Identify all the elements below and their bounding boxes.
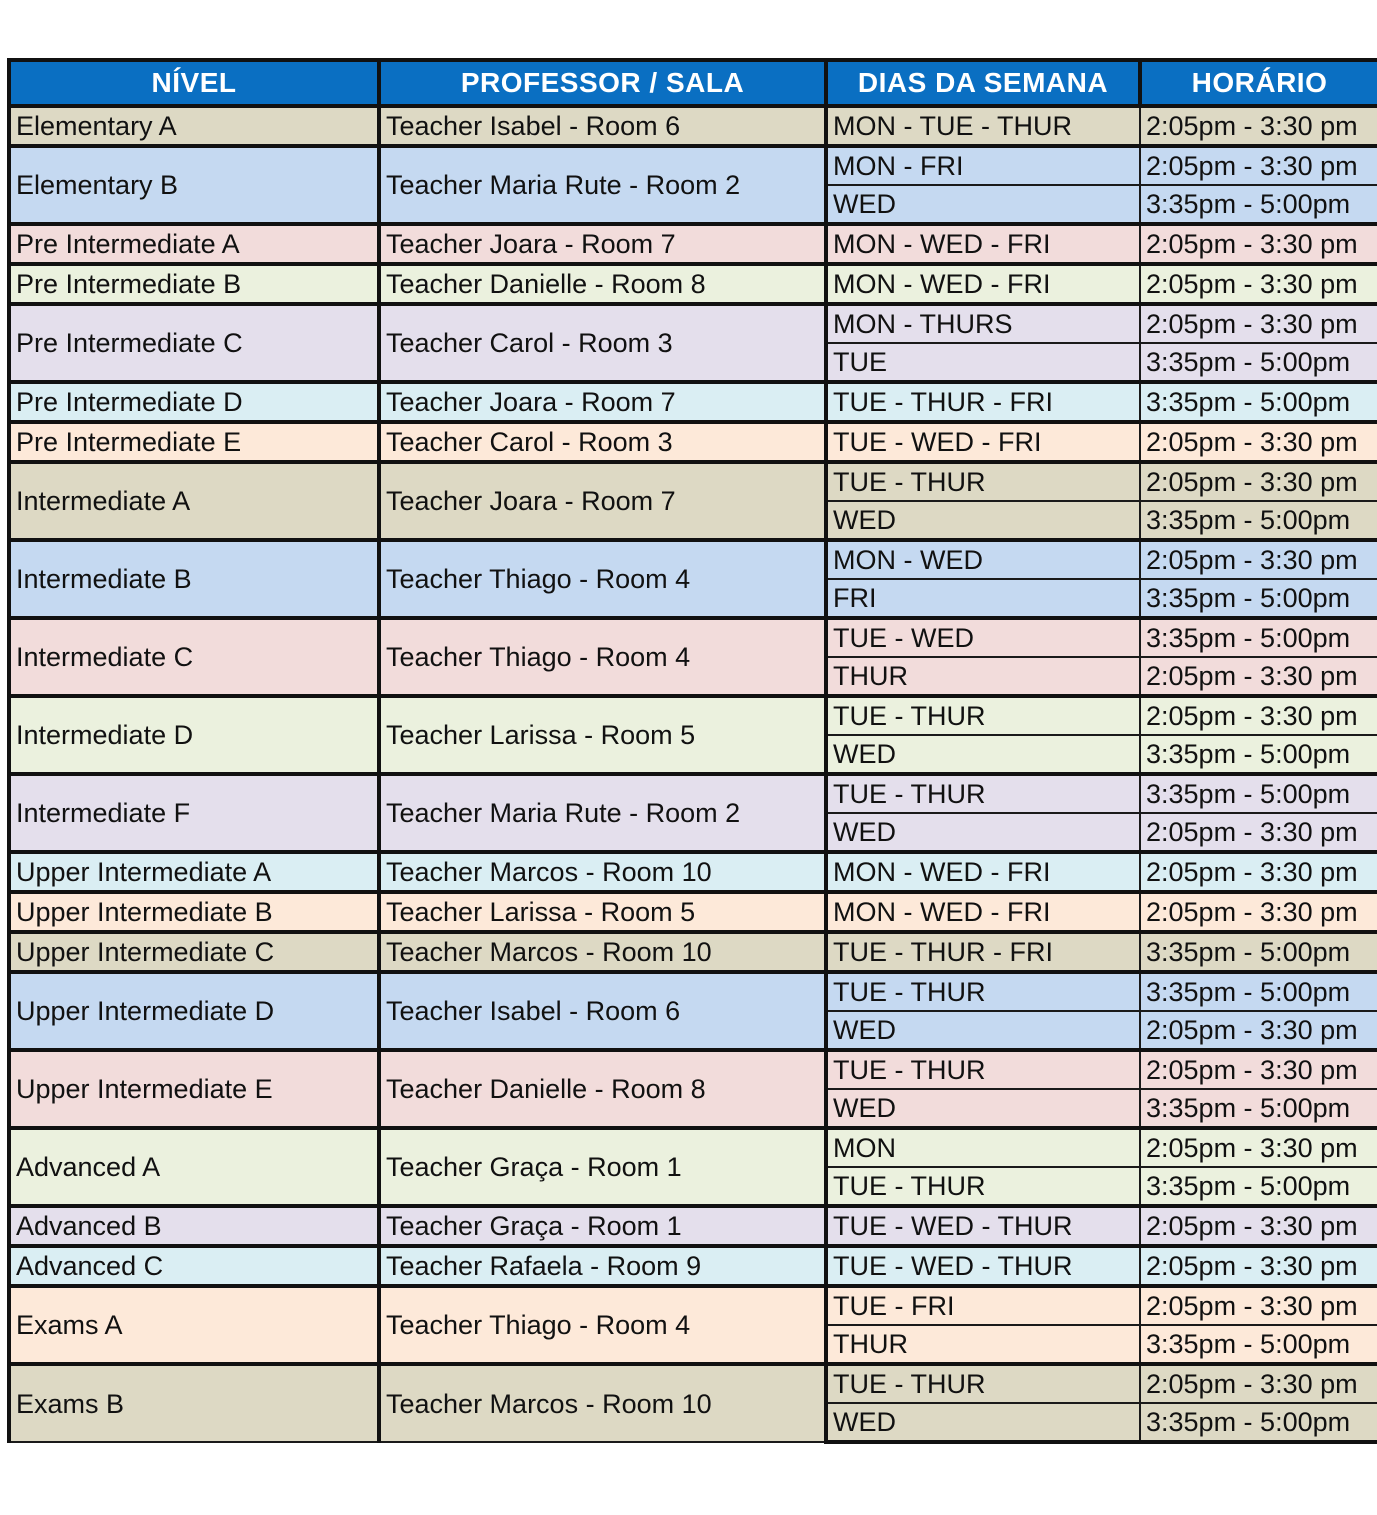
teacher-room-cell: Teacher Marcos - Room 10 xyxy=(379,932,826,972)
time-cell: 3:35pm - 5:00pm xyxy=(1140,185,1377,224)
days-cell: TUE - FRI xyxy=(826,1286,1140,1325)
table-row xyxy=(9,304,1377,343)
level-cell: Intermediate C xyxy=(9,618,379,696)
time-cell: 2:05pm - 3:30 pm xyxy=(1140,1011,1377,1050)
teacher-room-cell: Teacher Carol - Room 3 xyxy=(379,304,826,382)
days-cell: TUE - WED - THUR xyxy=(826,1206,1140,1246)
time-cell: 2:05pm - 3:30 pm xyxy=(1140,1364,1377,1403)
level-cell: Intermediate A xyxy=(9,462,379,540)
teacher-room-cell: Teacher Thiago - Room 4 xyxy=(379,1286,826,1364)
days-cell: WED xyxy=(826,735,1140,774)
header-professor-sala: PROFESSOR / SALA xyxy=(379,60,826,106)
table-row xyxy=(9,422,1377,462)
time-cell: 3:35pm - 5:00pm xyxy=(1140,501,1377,540)
days-cell: MON - FRI xyxy=(826,146,1140,185)
teacher-room-cell: Teacher Thiago - Room 4 xyxy=(379,540,826,618)
level-cell: Intermediate B xyxy=(9,540,379,618)
time-cell: 3:35pm - 5:00pm xyxy=(1140,932,1377,972)
teacher-room-cell: Teacher Thiago - Room 4 xyxy=(379,618,826,696)
days-cell: TUE - THUR xyxy=(826,774,1140,813)
level-cell: Intermediate F xyxy=(9,774,379,852)
time-cell: 3:35pm - 5:00pm xyxy=(1140,1403,1377,1442)
time-cell: 3:35pm - 5:00pm xyxy=(1140,972,1377,1011)
teacher-room-cell: Teacher Joara - Room 7 xyxy=(379,224,826,264)
teacher-room-cell: Teacher Graça - Room 1 xyxy=(379,1128,826,1206)
level-cell: Pre Intermediate C xyxy=(9,304,379,382)
level-cell: Advanced B xyxy=(9,1206,379,1246)
teacher-room-cell: Teacher Marcos - Room 10 xyxy=(379,852,826,892)
table-row xyxy=(9,972,1377,1011)
table-row xyxy=(9,1286,1377,1325)
time-cell: 3:35pm - 5:00pm xyxy=(1140,1167,1377,1206)
time-cell: 3:35pm - 5:00pm xyxy=(1140,618,1377,657)
days-cell: MON - WED - FRI xyxy=(826,892,1140,932)
time-cell: 3:35pm - 5:00pm xyxy=(1140,382,1377,422)
days-cell: MON - WED - FRI xyxy=(826,852,1140,892)
time-cell: 2:05pm - 3:30 pm xyxy=(1140,106,1377,146)
header-dias-da-semana: DIAS DA SEMANA xyxy=(826,60,1140,106)
table-row xyxy=(9,774,1377,813)
time-cell: 3:35pm - 5:00pm xyxy=(1140,1325,1377,1364)
time-cell: 3:35pm - 5:00pm xyxy=(1140,343,1377,382)
days-cell: TUE - THUR - FRI xyxy=(826,382,1140,422)
days-cell: WED xyxy=(826,185,1140,224)
teacher-room-cell: Teacher Isabel - Room 6 xyxy=(379,106,826,146)
level-cell: Advanced C xyxy=(9,1246,379,1286)
teacher-room-cell: Teacher Rafaela - Room 9 xyxy=(379,1246,826,1286)
time-cell: 2:05pm - 3:30 pm xyxy=(1140,146,1377,185)
time-cell: 2:05pm - 3:30 pm xyxy=(1140,1128,1377,1167)
time-cell: 2:05pm - 3:30 pm xyxy=(1140,1286,1377,1325)
table-row xyxy=(9,1128,1377,1167)
teacher-room-cell: Teacher Joara - Room 7 xyxy=(379,462,826,540)
days-cell: TUE - THUR xyxy=(826,1364,1140,1403)
level-cell: Pre Intermediate E xyxy=(9,422,379,462)
days-cell: TUE - WED xyxy=(826,618,1140,657)
days-cell: WED xyxy=(826,1403,1140,1442)
table-row xyxy=(9,462,1377,501)
level-cell: Pre Intermediate D xyxy=(9,382,379,422)
table-row xyxy=(9,1364,1377,1403)
table-row xyxy=(9,224,1377,264)
schedule-body xyxy=(9,106,1377,1442)
level-cell: Exams B xyxy=(9,1364,379,1442)
days-cell: MON xyxy=(826,1128,1140,1167)
time-cell: 2:05pm - 3:30 pm xyxy=(1140,813,1377,852)
table-row xyxy=(9,618,1377,657)
teacher-room-cell: Teacher Danielle - Room 8 xyxy=(379,264,826,304)
table-row xyxy=(9,1206,1377,1246)
level-cell: Exams A xyxy=(9,1286,379,1364)
days-cell: TUE - THUR xyxy=(826,1050,1140,1089)
teacher-room-cell: Teacher Joara - Room 7 xyxy=(379,382,826,422)
time-cell: 3:35pm - 5:00pm xyxy=(1140,1089,1377,1128)
table-row xyxy=(9,892,1377,932)
days-cell: MON - TUE - THUR xyxy=(826,106,1140,146)
days-cell: TUE - WED - FRI xyxy=(826,422,1140,462)
table-row xyxy=(9,146,1377,185)
days-cell: THUR xyxy=(826,1325,1140,1364)
time-cell: 2:05pm - 3:30 pm xyxy=(1140,1246,1377,1286)
days-cell: FRI xyxy=(826,579,1140,618)
table-row xyxy=(9,852,1377,892)
table-row xyxy=(9,1050,1377,1089)
days-cell: TUE - THUR xyxy=(826,1167,1140,1206)
level-cell: Intermediate D xyxy=(9,696,379,774)
time-cell: 2:05pm - 3:30 pm xyxy=(1140,422,1377,462)
days-cell: WED xyxy=(826,813,1140,852)
days-cell: WED xyxy=(826,501,1140,540)
time-cell: 2:05pm - 3:30 pm xyxy=(1140,462,1377,501)
time-cell: 2:05pm - 3:30 pm xyxy=(1140,892,1377,932)
days-cell: WED xyxy=(826,1011,1140,1050)
teacher-room-cell: Teacher Carol - Room 3 xyxy=(379,422,826,462)
level-cell: Upper Intermediate D xyxy=(9,972,379,1050)
level-cell: Upper Intermediate A xyxy=(9,852,379,892)
days-cell: TUE - THUR xyxy=(826,972,1140,1011)
level-cell: Pre Intermediate B xyxy=(9,264,379,304)
table-row xyxy=(9,1246,1377,1286)
days-cell: TUE - THUR - FRI xyxy=(826,932,1140,972)
time-cell: 2:05pm - 3:30 pm xyxy=(1140,852,1377,892)
header-horario: HORÁRIO xyxy=(1140,60,1377,106)
days-cell: TUE xyxy=(826,343,1140,382)
teacher-room-cell: Teacher Larissa - Room 5 xyxy=(379,892,826,932)
days-cell: WED xyxy=(826,1089,1140,1128)
days-cell: TUE - WED - THUR xyxy=(826,1246,1140,1286)
level-cell: Elementary A xyxy=(9,106,379,146)
time-cell: 3:35pm - 5:00pm xyxy=(1140,774,1377,813)
days-cell: THUR xyxy=(826,657,1140,696)
table-row xyxy=(9,264,1377,304)
teacher-room-cell: Teacher Isabel - Room 6 xyxy=(379,972,826,1050)
time-cell: 2:05pm - 3:30 pm xyxy=(1140,540,1377,579)
table-row xyxy=(9,540,1377,579)
level-cell: Upper Intermediate E xyxy=(9,1050,379,1128)
level-cell: Pre Intermediate A xyxy=(9,224,379,264)
time-cell: 2:05pm - 3:30 pm xyxy=(1140,1206,1377,1246)
table-row xyxy=(9,696,1377,735)
schedule-table-container xyxy=(7,58,1377,1444)
time-cell: 2:05pm - 3:30 pm xyxy=(1140,696,1377,735)
schedule-table xyxy=(7,58,1377,1444)
level-cell: Upper Intermediate C xyxy=(9,932,379,972)
level-cell: Upper Intermediate B xyxy=(9,892,379,932)
days-cell: MON - WED xyxy=(826,540,1140,579)
header-row xyxy=(9,60,1377,106)
time-cell: 2:05pm - 3:30 pm xyxy=(1140,657,1377,696)
days-cell: MON - WED - FRI xyxy=(826,224,1140,264)
time-cell: 3:35pm - 5:00pm xyxy=(1140,579,1377,618)
table-row xyxy=(9,932,1377,972)
teacher-room-cell: Teacher Danielle - Room 8 xyxy=(379,1050,826,1128)
time-cell: 2:05pm - 3:30 pm xyxy=(1140,224,1377,264)
days-cell: TUE - THUR xyxy=(826,696,1140,735)
table-row xyxy=(9,382,1377,422)
days-cell: TUE - THUR xyxy=(826,462,1140,501)
level-cell: Elementary B xyxy=(9,146,379,224)
teacher-room-cell: Teacher Maria Rute - Room 2 xyxy=(379,146,826,224)
teacher-room-cell: Teacher Maria Rute - Room 2 xyxy=(379,774,826,852)
time-cell: 2:05pm - 3:30 pm xyxy=(1140,1050,1377,1089)
days-cell: MON - WED - FRI xyxy=(826,264,1140,304)
teacher-room-cell: Teacher Graça - Room 1 xyxy=(379,1206,826,1246)
header-nivel: NÍVEL xyxy=(9,60,379,106)
table-row xyxy=(9,106,1377,146)
teacher-room-cell: Teacher Marcos - Room 10 xyxy=(379,1364,826,1442)
time-cell: 2:05pm - 3:30 pm xyxy=(1140,304,1377,343)
days-cell: MON - THURS xyxy=(826,304,1140,343)
level-cell: Advanced A xyxy=(9,1128,379,1206)
time-cell: 2:05pm - 3:30 pm xyxy=(1140,264,1377,304)
time-cell: 3:35pm - 5:00pm xyxy=(1140,735,1377,774)
teacher-room-cell: Teacher Larissa - Room 5 xyxy=(379,696,826,774)
